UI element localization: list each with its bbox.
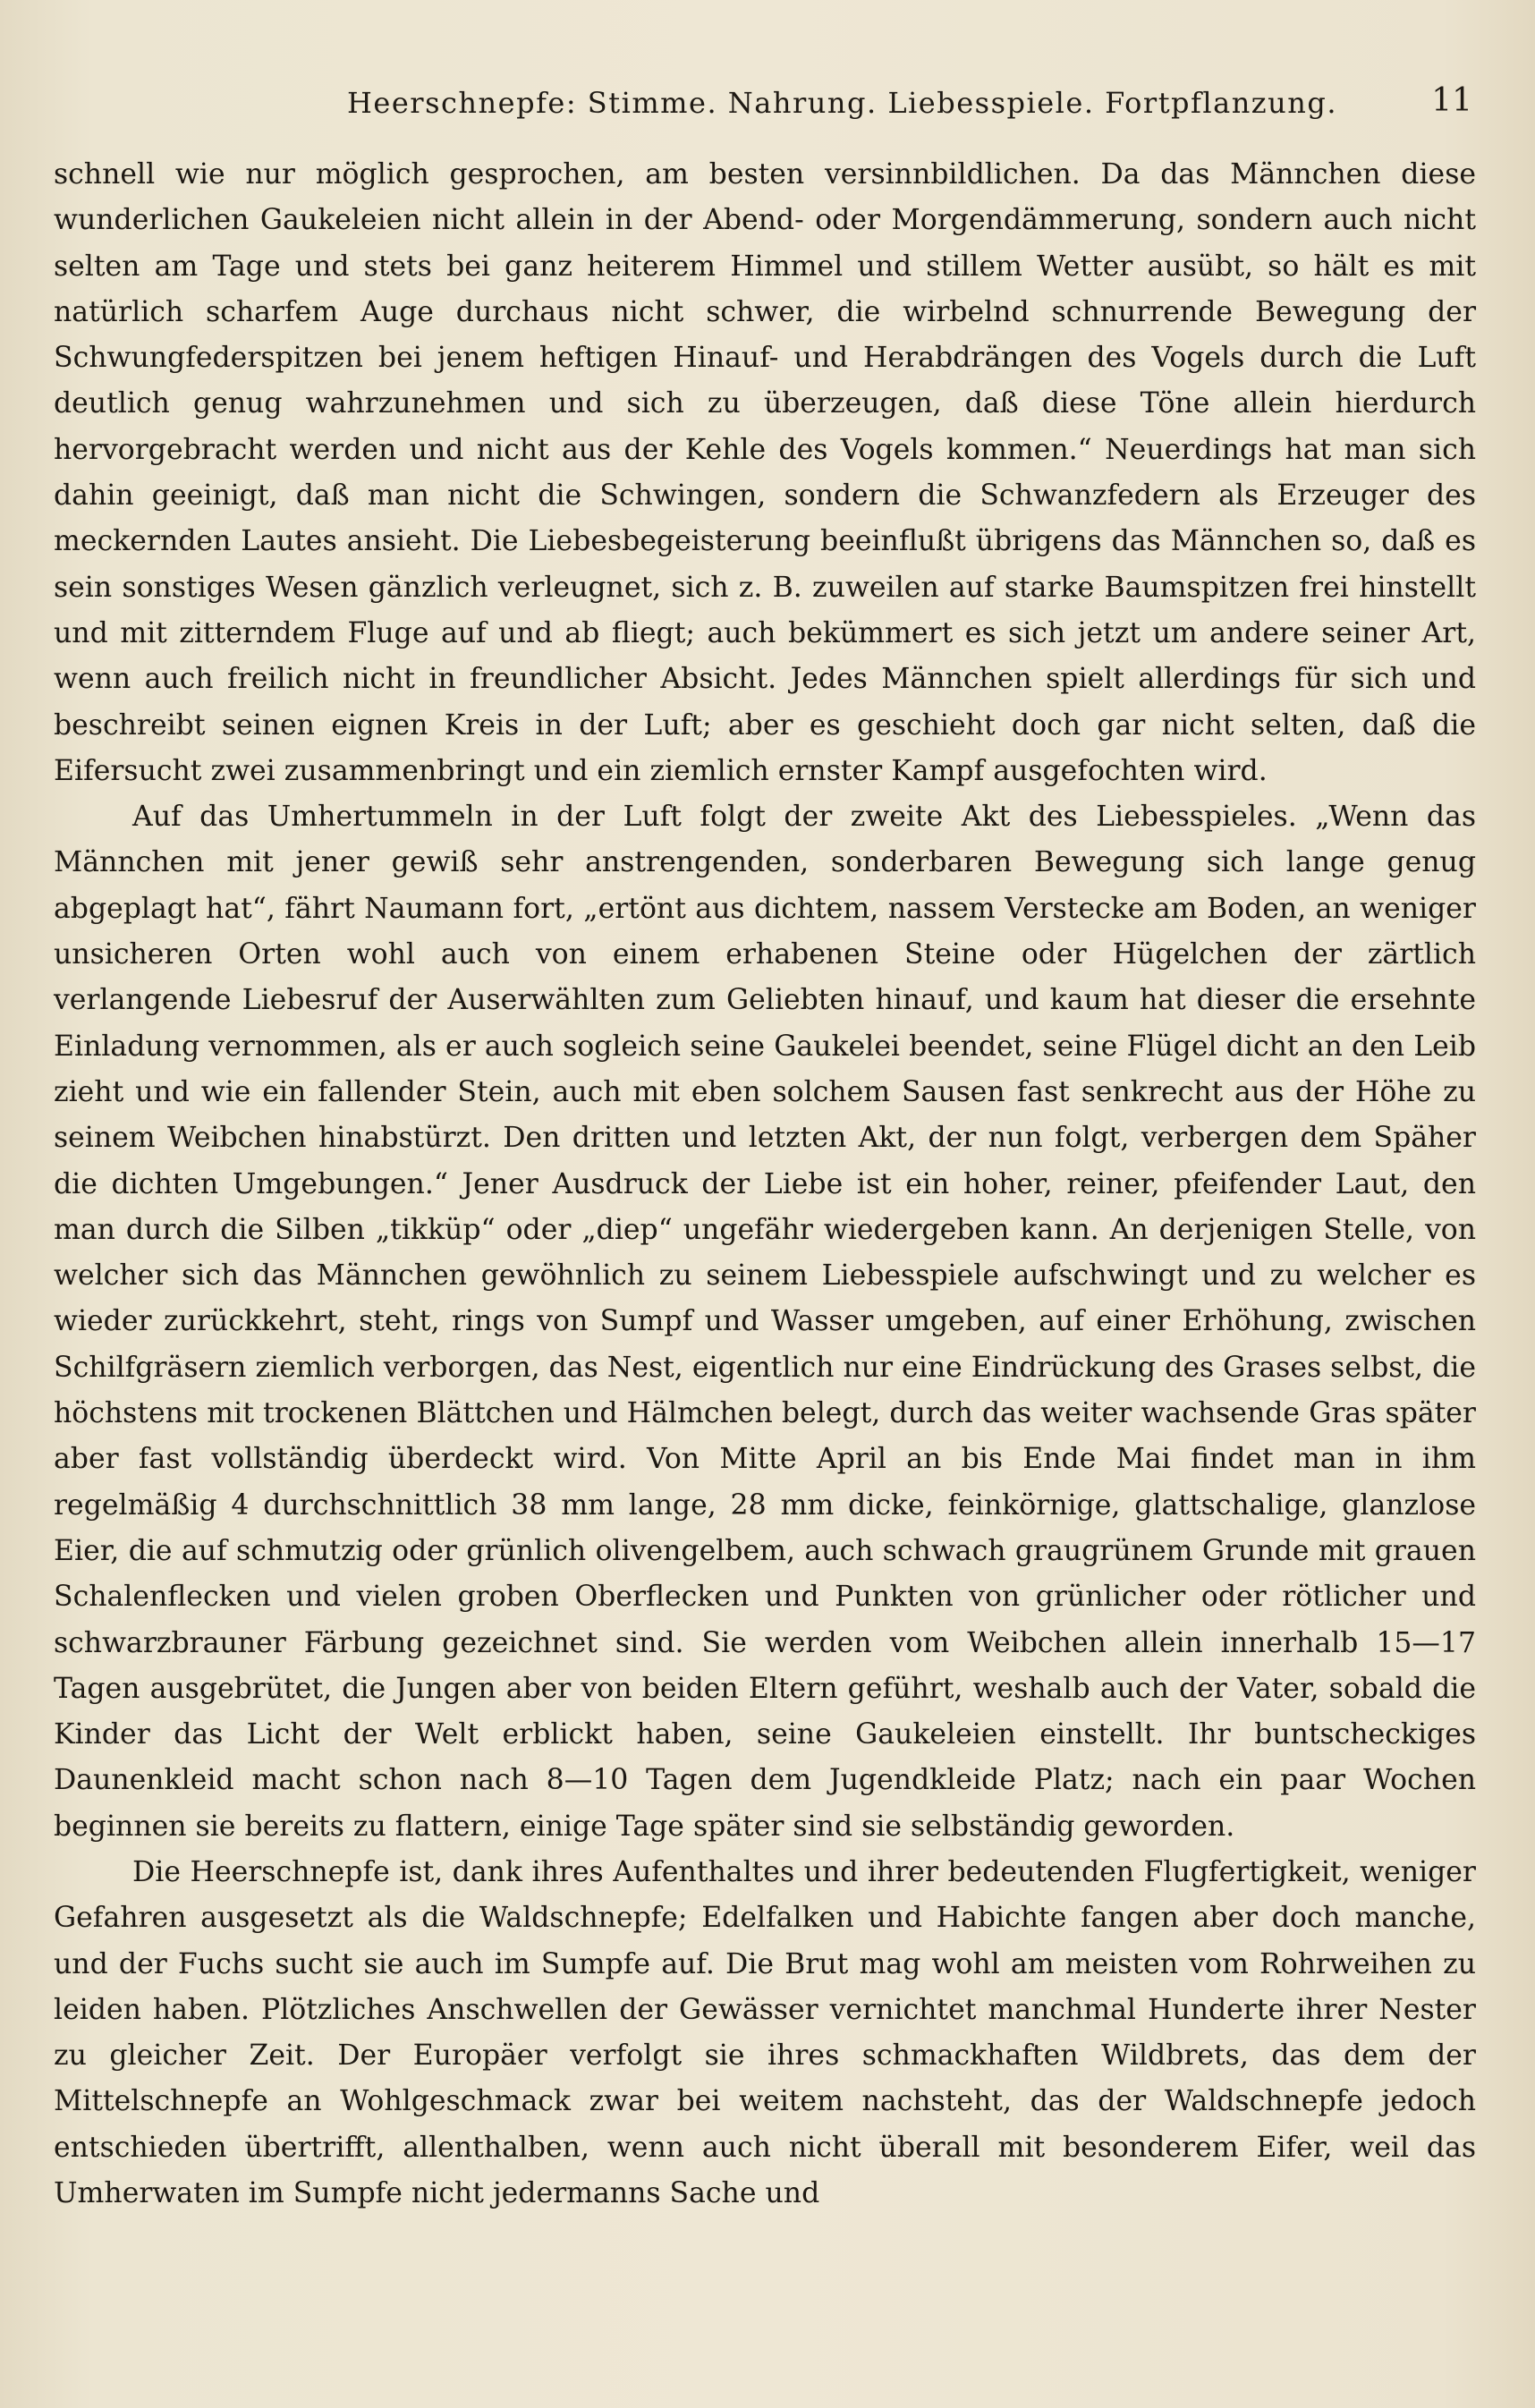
paragraph-continuation: schnell wie nur möglich gesprochen, am besten versinnbildlichen. Da das Männchen diese wunderlichen Gaukeleien nicht allein in der Abend- oder Morgendämmerung, sondern auch nicht selten am Tage und stets bei ganz heiterem Himmel und stillem Wetter ausübt, so hält es mit natürlich scharfem Auge durchaus nicht schwer, die wirbelnd schnurrende Bewegung der Schwungfederspitzen bei jenem heftigen Hinauf- und Herabdrängen des Vogels durch die Luft deutlich genug wahrzunehmen und sich zu überzeugen, daß diese Töne allein hierdurch hervorgebracht werden und nicht aus der Kehle des Vogels kommen.“ Neuerdings hat man sich dahin geeinigt, daß man nicht die Schwingen, sondern die Schwanzfedern als Erzeuger des meckernden Lautes ansieht. Die Liebesbegeisterung beeinflußt übrigens das Männchen so, daß es sein sonstiges Wesen gänzlich verleugnet, sich z. B. zuweilen auf starke Baumspitzen frei hinstellt und mit zitterndem Fluge auf und ab fliegt; auch bekümmert es sich jetzt um andere seiner Art, wenn auch freilich nicht in freundlicher Absicht. Jedes Männchen spielt allerdings für sich und beschreibt seinen eignen Kreis in der Luft; aber es geschieht doch gar nicht selten, daß die Eifersucht zwei zusammenbringt und ein ziemlich ernster Kampf ausgefochten wird. — [54, 158, 1476, 787]
paragraph-courtship: Auf das Umhertummeln in der Luft folgt der zweite Akt des Liebesspieles. „Wenn das Männchen mit jener gewiß sehr anstrengenden, sonderbaren Bewegung sich lange genug abgeplagt hat“, fährt Naumann fort, „ertönt aus dichtem, nassem Verstecke am Boden, an weniger unsicheren Orten wohl auch von einem erhabenen Steine oder Hügelchen der zärtlich verlangende Liebesruf der Auserwählten zum Geliebten hinauf, und kaum hat dieser die ersehnte Einladung vernommen, als er auch sogleich seine Gaukelei beendet, seine Flügel dicht an den Leib zieht und wie ein fallender Stein, auch mit eben solchem Sausen fast senkrecht aus der Höhe zu seinem Weibchen hinabstürzt. Den dritten und letzten Akt, der nun folgt, verbergen dem Späher die dichten Umgebungen.“ Jener Ausdruck der Liebe ist ein hoher, reiner, pfeifender Laut, den man durch die Silben „tikküp“ oder „diep“ ungefähr wiedergeben kann. An derjenigen Stelle, von welcher sich das Männchen gewöhnlich zu seinem Liebesspiele aufschwingt und zu welcher es wieder zurückkehrt, steht, rings von Sumpf und Wasser umgeben, auf einer Erhöhung, zwischen Schilfgräsern ziemlich verborgen, das Nest, eigentlich nur eine Eindrückung des Grases selbst, die höchstens mit trockenen Blättchen und Hälmchen belegt, durch das weiter wachsende Gras später aber fast vollständig überdeckt wird. Von Mitte April an bis Ende Mai findet man in ihm regelmäßig 4 durchschnittlich 38 mm lange, 28 mm dicke, feinkörnige, glattschalige, glanzlose Eier, die auf schmutzig oder grünlich olivengelbem, auch schwach graugrünem Grunde mit grauen Schalenflecken und vielen groben Oberflecken und Punkten von grünlicher oder rötlicher und schwarzbrauner Färbung gezeichnet sind. Sie werden vom Weibchen allein innerhalb 15—17 Tagen ausgebrütet, die Jungen aber von beiden Eltern geführt, weshalb auch der Vater, sobald die Kinder das Licht der Welt erblickt haben, seine Gaukeleien einstellt. Ihr buntscheckiges Daunenkleid macht schon nach 8—10 Tagen dem Jugendkleide Platz; nach ein paar Wochen beginnen sie bereits zu flattern, einige Tage später sind sie selbständig geworden. — [54, 801, 1476, 1843]
body-text — [54, 152, 1476, 2217]
page-number: 11 — [1431, 82, 1472, 119]
running-title: Heerschnepfe: Stimme. Nahrung. Liebesspiele. Fortpflanzung. — [347, 86, 1338, 120]
paragraph-predators: Die Heerschnepfe ist, dank ihres Aufenthaltes und ihrer bedeutenden Flugfertigkeit, weniger Gefahren ausgesetzt als die Waldschnepfe; Edelfalken und Habichte fangen aber doch manche, und der Fuchs sucht sie auch im Sumpfe auf. Die Brut mag wohl am meisten vom Rohrweihen zu leiden haben. Plötzliches Anschwellen der Gewässer vernichtet manchmal Hunderte ihrer Nester zu gleicher Zeit. Der Europäer verfolgt sie ihres schmackhaften Wildbrets, das dem der Mittelschnepfe an Wohlgeschmack zwar bei weitem nachsteht, das der Waldschnepfe jedoch entschieden übertrifft, allenthalben, wenn auch nicht überall mit besonderem Eifer, weil das Umherwaten im Sumpfe nicht jedermanns Sache und — [54, 1855, 1476, 2210]
page-header — [107, 79, 1485, 129]
